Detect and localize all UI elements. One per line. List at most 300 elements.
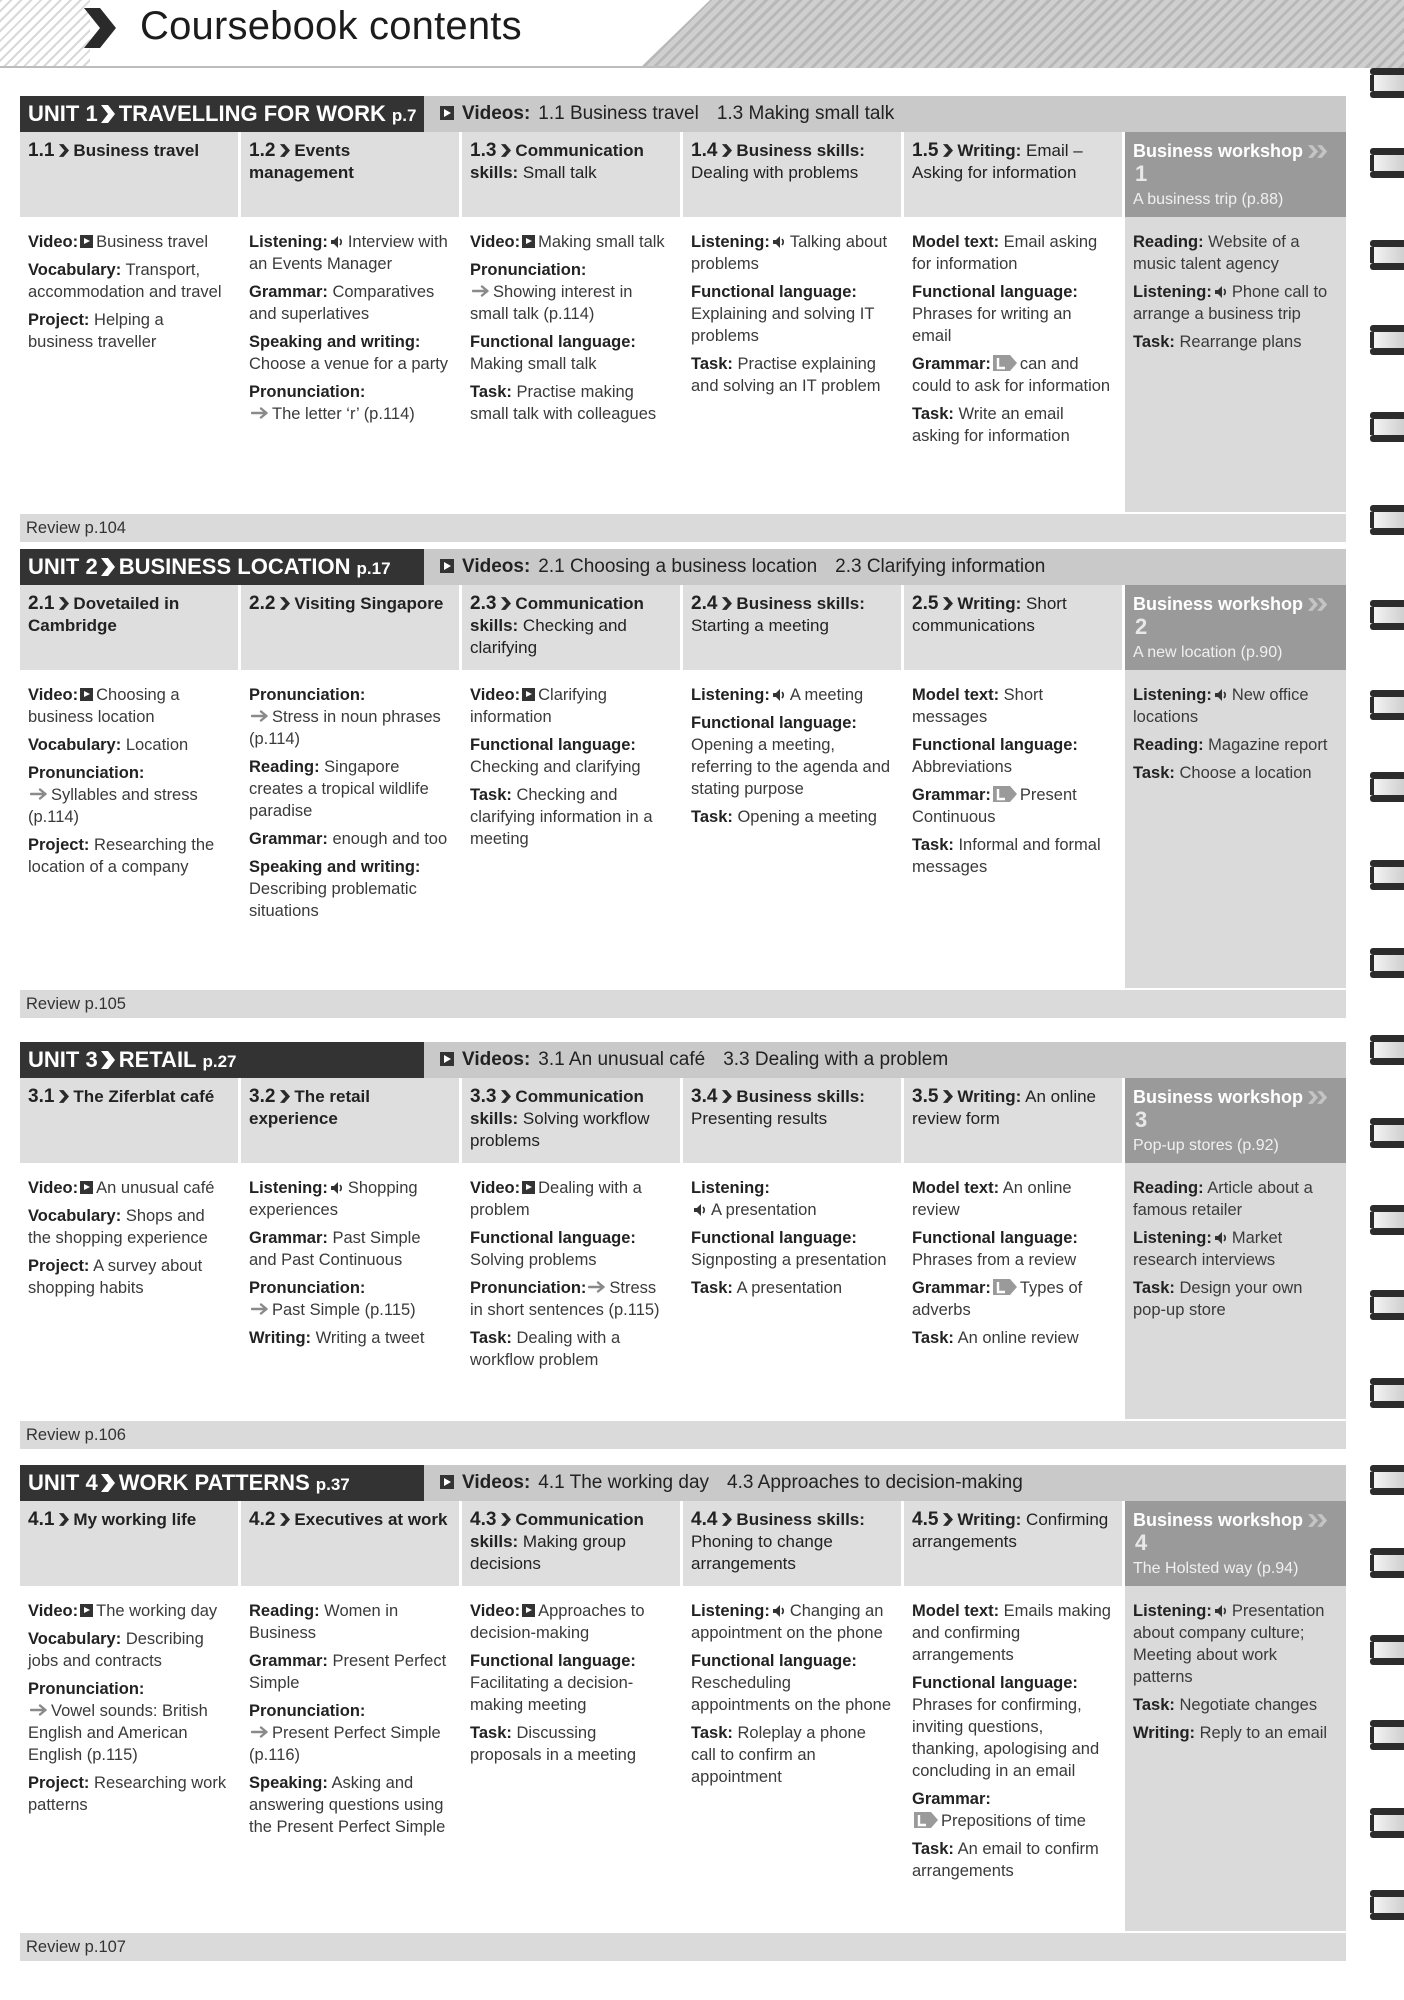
binder-ring <box>1366 1205 1404 1235</box>
arrow-right-icon <box>30 1704 48 1716</box>
content-text: Opening a meeting, referring to the agenda and stating purpose <box>691 736 891 798</box>
workshop-subtitle: The Holsted way (p.94) <box>1133 1560 1299 1577</box>
unit-name: RETAIL <box>118 1047 197 1072</box>
speaker-icon <box>330 1181 345 1195</box>
binder-ring <box>1366 1378 1404 1408</box>
content-item <box>249 856 451 922</box>
review-link: Review p.105 <box>20 990 1346 1018</box>
content-key: Grammar: <box>249 830 328 848</box>
chevron-right-icon <box>58 597 69 610</box>
content-text: A survey about shopping habits <box>28 1257 203 1297</box>
speaker-icon <box>772 235 787 249</box>
content-text: Stress in short sentences (p.115) <box>470 1279 660 1319</box>
content-text: Business travel <box>96 233 209 251</box>
content-item <box>691 806 893 828</box>
content-text: Transport, accommodation and travel <box>28 261 222 301</box>
content-item <box>912 784 1114 828</box>
binder-ring <box>1366 860 1404 890</box>
content-text: Checking and clarifying information in a meeting <box>470 786 653 848</box>
lesson-cell <box>683 1501 904 1931</box>
content-key: Speaking and writing: <box>249 858 421 876</box>
lesson-heading <box>20 1501 238 1586</box>
binder-ring <box>1366 412 1404 442</box>
unit-name: TRAVELLING FOR WORK <box>118 101 386 126</box>
content-text: Choosing a business location <box>28 686 180 726</box>
content-text: Explaining and solving IT problems <box>691 305 875 345</box>
content-key: Reading: <box>249 1602 320 1620</box>
header-rule <box>0 66 680 68</box>
lesson-row <box>20 1078 1346 1419</box>
content-text: Describing problematic situations <box>249 880 417 920</box>
content-item <box>28 1205 230 1249</box>
lesson-subtitle: Short communications <box>912 594 1067 635</box>
video-icon <box>522 235 535 248</box>
binder-ring <box>1366 1720 1404 1750</box>
content-item <box>249 1177 451 1221</box>
content-item <box>470 734 672 778</box>
content-item <box>28 231 230 253</box>
video-icon <box>80 1181 93 1194</box>
content-text: Design your own pop-up store <box>1133 1279 1303 1319</box>
chevron-right-icon <box>58 1090 69 1103</box>
content-item <box>28 834 230 878</box>
lesson-section: Business skills: <box>736 594 865 613</box>
lesson-number: 4.2 <box>249 1509 276 1530</box>
lesson-cell <box>462 1501 683 1931</box>
lesson-heading <box>241 1501 459 1586</box>
lesson-section: Events management <box>249 141 354 182</box>
content-item <box>28 684 230 728</box>
lesson-section: Writing: <box>957 1087 1022 1106</box>
content-item <box>28 1177 230 1199</box>
content-key: Task: <box>1133 333 1175 351</box>
unit-number: UNIT 4 <box>28 1470 98 1495</box>
content-item <box>912 1788 1114 1832</box>
content-key: Reading: <box>249 758 320 776</box>
lesson-section: Communication skills: <box>470 1087 644 1128</box>
lesson-content <box>241 1586 459 1931</box>
workshop-number: 2 <box>1135 614 1148 639</box>
content-key: Video: <box>470 686 521 704</box>
video-title: 3.3 Dealing with a problem <box>723 1049 949 1070</box>
content-item <box>470 231 672 253</box>
lesson-heading <box>683 132 901 217</box>
chevron-right-icon <box>58 144 69 157</box>
lesson-number: 3.3 <box>470 1086 497 1107</box>
binder-ring <box>1366 1465 1404 1495</box>
videos-line <box>440 96 894 132</box>
content-key: Listening: <box>1133 283 1212 301</box>
page-header <box>0 0 1404 68</box>
lesson-heading <box>683 585 901 670</box>
lesson-number: 4.5 <box>912 1509 939 1530</box>
binder-rings <box>1366 60 1404 1960</box>
lesson-subtitle: Dealing with problems <box>691 163 859 182</box>
content-item <box>912 1672 1114 1782</box>
video-title: 4.3 Approaches to decision-making <box>727 1472 1023 1493</box>
content-item <box>691 353 893 397</box>
content-text: Past Simple (p.115) <box>272 1301 416 1319</box>
business-workshop-cell <box>1125 1078 1346 1419</box>
content-key: Pronunciation: <box>249 1279 366 1297</box>
lesson-content <box>241 1163 459 1419</box>
workshop-content <box>1125 217 1346 512</box>
content-item <box>912 684 1114 728</box>
content-key: Video: <box>470 233 521 251</box>
lesson-cell <box>20 1078 241 1419</box>
content-text: Researching the location of a company <box>28 836 215 876</box>
content-key: Pronunciation: <box>249 383 366 401</box>
content-item <box>912 353 1114 397</box>
lesson-number: 1.3 <box>470 140 497 161</box>
content-text: Presentation about company culture; Meeting about work patterns <box>1133 1602 1325 1686</box>
content-text: Present Perfect Simple <box>249 1652 447 1692</box>
content-key: Listening: <box>1133 1229 1212 1247</box>
lesson-section: The retail experience <box>249 1087 371 1128</box>
lesson-content <box>904 1163 1122 1419</box>
lesson-subtitle: Email – Asking for information <box>912 141 1083 182</box>
content-key: Functional language: <box>470 736 636 754</box>
unit-title <box>20 549 424 585</box>
lesson-section: Business skills: <box>736 1087 865 1106</box>
content-key: Video: <box>28 686 79 704</box>
content-key: Grammar: <box>249 1229 328 1247</box>
content-text: Checking and clarifying <box>470 758 641 776</box>
lesson-heading <box>20 132 238 217</box>
lesson-row <box>20 132 1346 512</box>
content-item <box>912 1600 1114 1666</box>
lesson-content <box>241 217 459 512</box>
lesson-number: 3.5 <box>912 1086 939 1107</box>
chevron-right-icon <box>82 8 116 48</box>
content-text: A presentation <box>711 1201 817 1219</box>
content-text: Singapore creates a tropical wildlife paradise <box>249 758 429 820</box>
lesson-content <box>20 1586 238 1931</box>
content-item <box>1133 231 1338 275</box>
lesson-row <box>20 585 1346 988</box>
speaker-icon <box>1214 1604 1229 1618</box>
content-text: Women in Business <box>249 1602 399 1642</box>
content-text: Phrases for confirming, inviting questions, thanking, apologising and concluding in an email <box>912 1696 1100 1780</box>
binder-ring <box>1366 690 1404 720</box>
lesson-number: 2.1 <box>28 593 55 614</box>
content-text: Practise explaining and solving an IT problem <box>691 355 881 395</box>
content-key: Model text: <box>912 1179 1000 1197</box>
content-text: Researching work patterns <box>28 1774 227 1814</box>
unit-number: UNIT 1 <box>28 101 98 126</box>
content-key: Grammar: <box>912 355 991 373</box>
binder-ring <box>1366 772 1404 802</box>
workshop-number: 4 <box>1135 1530 1148 1555</box>
lesson-cell <box>462 132 683 512</box>
unit-name: WORK PATTERNS <box>118 1470 310 1495</box>
content-text: Write an email asking for information <box>912 405 1070 445</box>
lesson-subtitle: An online review form <box>912 1087 1097 1128</box>
content-key: Task: <box>912 1840 954 1858</box>
content-text: Opening a meeting <box>732 808 877 826</box>
unit-name: BUSINESS LOCATION <box>118 554 351 579</box>
chevron-right-icon <box>58 1513 69 1526</box>
grammar-reference-icon <box>993 1279 1017 1295</box>
lesson-subtitle: Checking and clarifying <box>470 616 627 657</box>
lesson-number: 1.4 <box>691 140 718 161</box>
chevron-right-icon <box>500 597 511 610</box>
video-title: 1.3 Making small talk <box>716 103 895 124</box>
arrow-right-icon <box>251 1726 269 1738</box>
videos-label: Videos: <box>462 103 531 124</box>
video-icon <box>440 106 454 120</box>
content-text: Past Simple and Past Continuous <box>249 1229 421 1269</box>
content-item <box>1133 1227 1338 1271</box>
content-key: Video: <box>28 1602 79 1620</box>
content-item <box>28 1255 230 1299</box>
unit-section <box>20 1042 1346 1449</box>
videos-line <box>440 1042 948 1078</box>
content-item <box>28 309 230 353</box>
content-item <box>691 1227 893 1271</box>
content-key: Pronunciation: <box>249 686 366 704</box>
lesson-content <box>241 670 459 988</box>
content-text: Types of adverbs <box>912 1279 1083 1319</box>
video-icon <box>522 1181 535 1194</box>
chevron-right-icon <box>500 1090 511 1103</box>
binder-ring <box>1366 68 1404 98</box>
content-text: An email to confirm arrangements <box>912 1840 1099 1880</box>
content-key: Project: <box>28 1257 90 1275</box>
lesson-section: Executives at work <box>294 1510 448 1529</box>
chevron-right-icon <box>500 1513 511 1526</box>
content-item <box>1133 1722 1338 1744</box>
header-hatch-decoration-right <box>640 0 1404 68</box>
lesson-number: 3.1 <box>28 1086 55 1107</box>
content-key: Listening: <box>249 1179 328 1197</box>
content-item <box>28 1628 230 1672</box>
lesson-cell <box>241 1078 462 1419</box>
speaker-icon <box>1214 285 1229 299</box>
lesson-number: 1.1 <box>28 140 55 161</box>
unit-title-bar <box>20 549 1346 585</box>
binder-ring <box>1366 505 1404 535</box>
content-item <box>249 1277 451 1321</box>
lesson-section: Business travel <box>73 141 200 160</box>
content-item <box>470 1277 672 1321</box>
content-key: Listening: <box>691 233 770 251</box>
content-text: Rearrange plans <box>1174 333 1302 351</box>
content-item <box>249 828 451 850</box>
content-key: Pronunciation: <box>470 261 587 279</box>
lesson-cell <box>904 1078 1125 1419</box>
content-key: Video: <box>28 1179 79 1197</box>
unit-page: p.17 <box>356 559 391 578</box>
content-text: Making small talk <box>470 355 597 373</box>
content-key: Functional language: <box>912 1674 1078 1692</box>
content-key: Vocabulary: <box>28 1207 122 1225</box>
content-item <box>1133 331 1338 353</box>
videos-line <box>440 549 1045 585</box>
content-key: Task: <box>691 1724 733 1742</box>
binder-ring <box>1366 1290 1404 1320</box>
speaker-icon <box>1214 688 1229 702</box>
lesson-heading <box>683 1501 901 1586</box>
lesson-content <box>683 217 901 512</box>
content-key: Task: <box>912 1329 954 1347</box>
binder-ring <box>1366 1635 1404 1665</box>
lesson-heading <box>241 1078 459 1163</box>
speaker-icon <box>772 1604 787 1618</box>
content-key: Functional language: <box>691 283 857 301</box>
content-key: Project: <box>28 1774 90 1792</box>
lesson-cell <box>462 585 683 988</box>
lesson-section: Writing: <box>957 1510 1022 1529</box>
double-chevron-icon <box>1307 598 1329 611</box>
content-text: Making small talk <box>538 233 665 251</box>
review-link: Review p.107 <box>20 1933 1346 1961</box>
content-item <box>912 1838 1114 1882</box>
workshop-heading <box>1125 1501 1346 1586</box>
content-key: Functional language: <box>470 1652 636 1670</box>
content-key: Functional language: <box>691 1229 857 1247</box>
workshop-subtitle: A new location (p.90) <box>1133 644 1283 661</box>
content-item <box>249 756 451 822</box>
lesson-number: 3.2 <box>249 1086 276 1107</box>
lesson-content <box>462 670 680 988</box>
chevron-right-icon <box>100 1051 115 1069</box>
binder-ring <box>1366 325 1404 355</box>
lesson-heading <box>241 132 459 217</box>
lesson-section: My working life <box>73 1510 197 1529</box>
content-key: Speaking and writing: <box>249 333 421 351</box>
content-key: Task: <box>470 383 512 401</box>
lesson-row <box>20 1501 1346 1931</box>
content-key: Functional language: <box>912 736 1078 754</box>
lesson-content <box>462 217 680 512</box>
lesson-section: Writing: <box>957 594 1022 613</box>
lesson-cell <box>20 132 241 512</box>
content-key: Pronunciation: <box>28 1680 145 1698</box>
lesson-subtitle: Confirming arrangements <box>912 1510 1109 1551</box>
content-key: Grammar: <box>249 1652 328 1670</box>
lesson-cell <box>683 132 904 512</box>
videos-line <box>440 1465 1023 1501</box>
content-item <box>249 381 451 425</box>
lesson-content <box>904 1586 1122 1931</box>
content-text: Article about a famous retailer <box>1133 1179 1313 1219</box>
content-key: Project: <box>28 311 90 329</box>
content-text: Shops and the shopping experience <box>28 1207 208 1247</box>
content-item <box>249 1227 451 1271</box>
content-key: Vocabulary: <box>28 1630 122 1648</box>
content-key: Listening: <box>249 233 328 251</box>
content-item <box>691 1177 893 1221</box>
chevron-right-icon <box>721 1513 732 1526</box>
content-item <box>470 684 672 728</box>
content-text: enough and too <box>327 830 448 848</box>
lesson-subtitle: Presenting results <box>691 1109 828 1128</box>
lesson-cell <box>683 585 904 988</box>
video-title: 2.1 Choosing a business location <box>538 556 818 577</box>
binder-ring <box>1366 1035 1404 1065</box>
review-link: Review p.104 <box>20 514 1346 542</box>
content-key: Task: <box>470 1724 512 1742</box>
content-key: Functional language: <box>912 1229 1078 1247</box>
chevron-right-icon <box>942 144 953 157</box>
chevron-right-icon <box>279 1513 290 1526</box>
binder-ring <box>1366 1890 1404 1920</box>
unit-section <box>20 549 1346 1018</box>
content-item <box>1133 734 1338 756</box>
content-text: Signposting a presentation <box>691 1251 887 1269</box>
content-text: A presentation <box>732 1279 843 1297</box>
grammar-reference-icon <box>993 355 1017 371</box>
content-item <box>691 1722 893 1788</box>
content-text: Reply to an email <box>1195 1724 1328 1742</box>
content-item <box>691 281 893 347</box>
content-item <box>470 1177 672 1221</box>
workshop-content <box>1125 1586 1346 1931</box>
content-text: Present Perfect Simple (p.116) <box>249 1724 441 1764</box>
header-hatch-decoration <box>0 0 90 68</box>
lesson-section: Visiting Singapore <box>294 594 444 613</box>
lesson-subtitle: Solving workflow problems <box>470 1109 650 1150</box>
unit-number: UNIT 3 <box>28 1047 98 1072</box>
content-item <box>470 1327 672 1371</box>
workshop-content <box>1125 670 1346 988</box>
lesson-subtitle: Phoning to change arrangements <box>691 1532 833 1573</box>
page-title: Coursebook contents <box>140 4 522 48</box>
chevron-right-icon <box>942 1090 953 1103</box>
workshop-heading <box>1125 1078 1346 1163</box>
content-text: Abbreviations <box>912 758 1012 776</box>
content-item <box>249 1327 451 1349</box>
content-key: Model text: <box>912 686 1000 704</box>
content-text: Changing an appointment on the phone <box>691 1602 884 1642</box>
lesson-cell <box>20 1501 241 1931</box>
content-text: Discussing proposals in a meeting <box>470 1724 637 1764</box>
content-key: Task: <box>1133 764 1175 782</box>
content-key: Functional language: <box>470 333 636 351</box>
content-text: Syllables and stress (p.114) <box>28 786 198 826</box>
lesson-heading <box>20 1078 238 1163</box>
speaker-icon <box>693 1203 708 1217</box>
content-text: Talking about problems <box>691 233 888 273</box>
workshop-title: Business workshop <box>1133 1510 1304 1530</box>
double-chevron-icon <box>1307 1514 1329 1527</box>
workshop-heading <box>1125 132 1346 217</box>
content-text: Email asking for information <box>912 233 1098 273</box>
content-text: Website of a music talent agency <box>1133 233 1300 273</box>
content-item <box>912 1327 1114 1349</box>
content-key: Functional language: <box>912 283 1078 301</box>
content-text: Shopping experiences <box>249 1179 418 1219</box>
content-item <box>470 1600 672 1644</box>
content-item <box>912 231 1114 275</box>
content-text: An online review <box>953 1329 1079 1347</box>
content-text: Writing a tweet <box>311 1329 425 1347</box>
content-key: Video: <box>28 233 79 251</box>
content-text: Magazine report <box>1203 736 1328 754</box>
binder-ring <box>1366 1548 1404 1578</box>
workshop-heading <box>1125 585 1346 670</box>
speaker-icon <box>1214 1231 1229 1245</box>
content-key: Task: <box>470 786 512 804</box>
content-key: Task: <box>1133 1696 1175 1714</box>
content-key: Listening: <box>691 686 770 704</box>
content-text: Helping a business traveller <box>28 311 164 351</box>
unit-page: p.27 <box>202 1052 237 1071</box>
unit-title <box>20 96 424 132</box>
content-text: Informal and formal messages <box>912 836 1101 876</box>
lesson-content <box>683 1163 901 1419</box>
